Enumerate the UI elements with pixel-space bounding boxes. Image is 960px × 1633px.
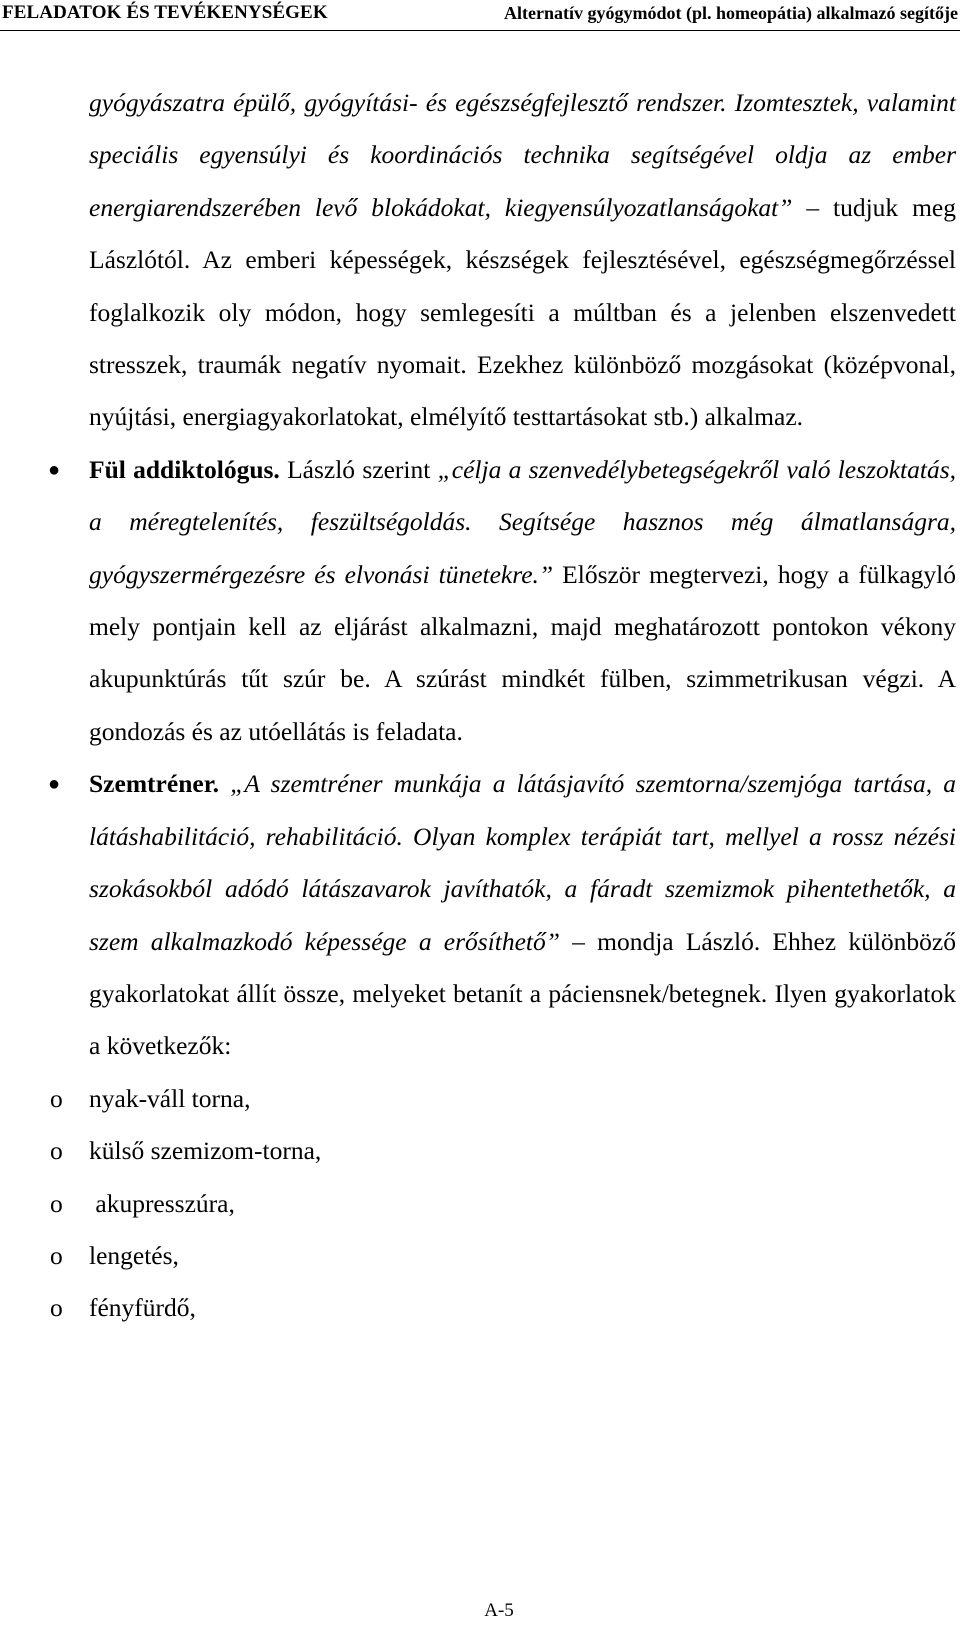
bullet-heading: Szemtréner. — [89, 769, 220, 799]
exercise-label: lengetés, — [89, 1240, 179, 1270]
exercise-label: fényfürdő, — [89, 1293, 196, 1323]
circle-bullet-icon: o — [50, 1083, 63, 1113]
bullet-text: László szerint — [279, 454, 438, 484]
bullet-text: Először megtervezi, hogy a fülkagyló mely pontjain kell az eljárást alkalmazni, majd meghatározott pontokon vékony akupunktúrás tűt szúr be. A szúrást mindkét fülben, szimmetrikusan végzi. A gondozás és az utóellátás is feladata. — [89, 559, 956, 746]
bullet-text — [219, 769, 230, 798]
exercise-list-item — [50, 1230, 956, 1282]
circle-bullet-icon: o — [50, 1188, 63, 1218]
header-rule — [0, 30, 960, 31]
bullet-item-ear-addictologist — [48, 444, 957, 758]
circle-bullet-icon: o — [50, 1136, 63, 1166]
exercise-list-item — [50, 1073, 956, 1125]
page-content — [48, 77, 957, 1335]
exercise-label: nyak-váll torna, — [89, 1083, 251, 1113]
bullet-quote: „célja a szenvedélybetegségekről való leszoktatás, a méregtelenítés, feszültségoldás. Segítsége hasznos még álmatlanságra, gyógyszermérgezésre és elvonási tünetekre.” — [89, 454, 957, 589]
intro-italic-text: gyógyászatra épülő, gyógyítási- és egészségfejlesztő rendszer. Izomtesztek, valamint speciális egyensúlyi és koordinációs technika segítségével oldja az ember energiarendszerében levő blokádokat, kiegyensúlyozatlanságokat” — [89, 88, 956, 222]
header-section-title: FELADATOK ÉS TEVÉKENYSÉGEK — [2, 2, 328, 23]
exercise-list-item — [50, 1282, 956, 1334]
exercise-label: külső szemizom-torna, — [89, 1136, 322, 1166]
page-header — [0, 0, 960, 30]
bullet-icon: ● — [48, 773, 61, 796]
exercise-label: akupresszúra, — [89, 1188, 235, 1218]
exercise-list-item — [50, 1125, 956, 1177]
circle-bullet-icon: o — [50, 1293, 63, 1323]
bullet-quote: „A szemtréner munkája a látásjavító szemtorna/szemjóga tartása, a látáshabilitáció, rehabilitáció. Olyan komplex terápiát tart, mellyel a rossz nézési szokásokból adódó látászavarok javíthatók, a fáradt szemizmok pihentethetők, a szem alkalmazkodó képessége a erősíthető” — [89, 769, 956, 956]
bullet-text: – mondja László. Ehhez különböző gyakorlatokat állít össze, melyeket betanít a páciensnek/betegnek. Ilyen gyakorlatok a következők: — [89, 926, 956, 1061]
circle-bullet-icon: o — [50, 1240, 63, 1270]
bullet-icon: ● — [48, 458, 61, 481]
intro-text: – tudjuk meg Lászlótól. Az emberi képességek, készségek fejlesztésével, egészségmegőrzéssel foglalkozik oly módon, hogy semlegesíti a múltban és a jelenben elszenvedett stresszek, traumák negatív nyomait. Ezekhez különböző mozgásokat (középvonal, nyújtási, energiagyakorlatokat, elmélyítő testtartásokat stb.) alkalmaz. — [89, 192, 957, 432]
bullet-heading: Fül addiktológus. — [89, 454, 280, 484]
intro-paragraph — [89, 77, 956, 444]
header-document-title: Alternatív gyógymódot (pl. homeopátia) alkalmazó segítője — [504, 3, 958, 23]
bullet-item-eye-trainer — [48, 758, 956, 1072]
exercise-list-item — [50, 1178, 956, 1230]
page-number: A-5 — [484, 1600, 514, 1621]
